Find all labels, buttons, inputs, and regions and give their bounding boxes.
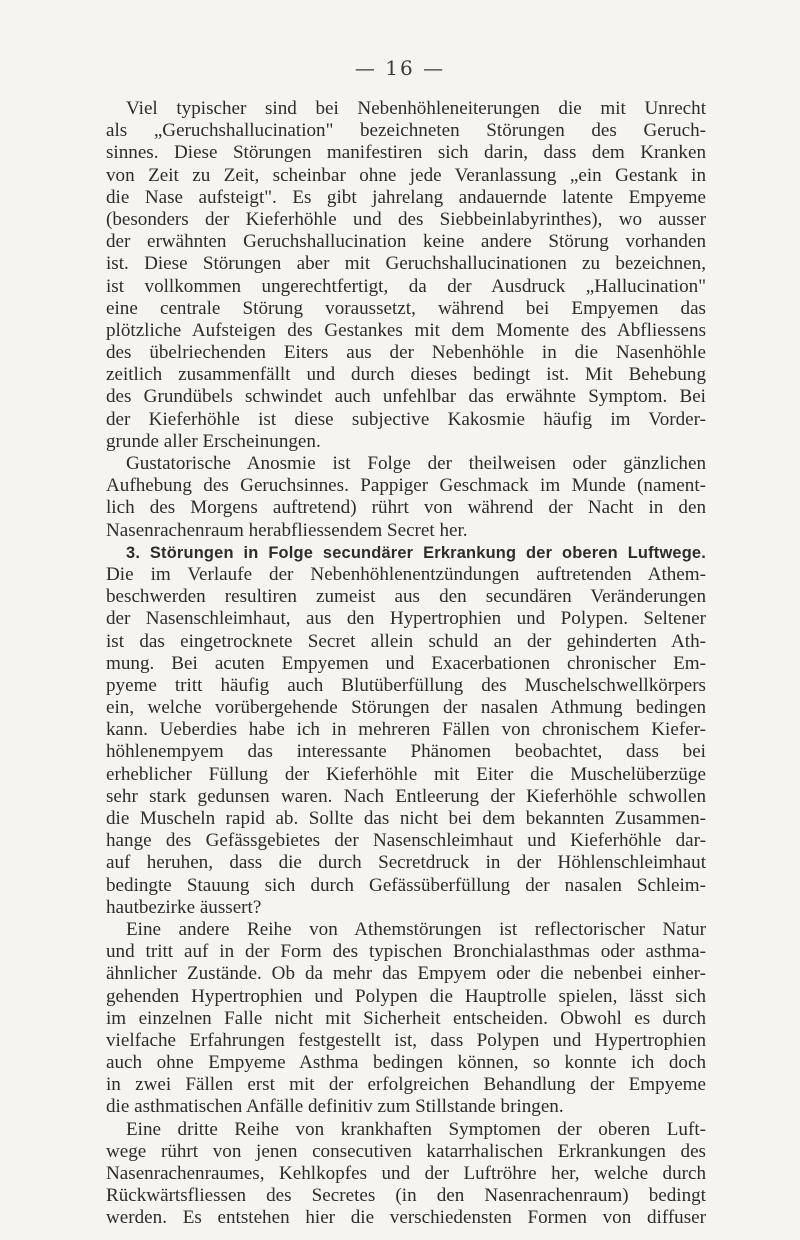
text-line: und tritt auf in der Form des typischen Bronchialasthmas oder asthma- — [106, 941, 706, 963]
text-line: Gustatorische Anosmie ist Folge der theilweisen oder gänzlichen — [126, 453, 706, 474]
text-line: Viel typischer sind bei Nebenhöhleneiterungen die mit Unrecht — [126, 98, 706, 119]
text-line: kann. Ueberdies habe ich in mehreren Fällen von chronischem Kiefer- — [106, 719, 706, 741]
body-text — [106, 98, 706, 1230]
text-line: mung. Bei acuten Empyemen und Exacerbationen chronischer Em- — [106, 652, 706, 674]
text-line: Die im Verlaufe der Nebenhöhlenentzündungen auftretenden Athem- — [106, 563, 706, 585]
text-line: grunde aller Erscheinungen. — [106, 430, 321, 452]
text-line: des Grundübels schwindet auch unfehlbar das erwähnte Symptom. Bei — [106, 386, 706, 408]
text-line: sehr stark gedunsen waren. Nach Entleerung der Kieferhöhle schwollen — [106, 785, 706, 807]
text-line: ist das eingetrocknete Secret allein schuld an der gehinderten Ath- — [106, 630, 706, 652]
section-heading-line: 3. Störungen in Folge secundärer Erkrankung der oberen Luftwege. — [126, 543, 706, 562]
text-line: vielfache Erfahrungen festgestellt ist, dass Polypen und Hypertrophien — [106, 1029, 706, 1051]
text-line: wege rührt von jenen consecutiven katarrhalischen Erkrankungen des — [106, 1140, 706, 1162]
text-line: die asthmatischen Anfälle definitiv zum Stillstande bringen. — [106, 1096, 564, 1118]
text-line: ein, welche vorübergehende Störungen der nasalen Athmung bedingen — [106, 697, 706, 719]
text-line: von Zeit zu Zeit, scheinbar ohne jede Veranlassung „ein Gestank in — [106, 164, 706, 186]
text-line: Aufhebung des Geruchsinnes. Pappiger Geschmack im Munde (nament- — [106, 475, 706, 497]
text-line: höhlenempyem das interessante Phänomen beobachtet, dass bei — [106, 741, 706, 763]
text-line: erheblicher Füllung der Kieferhöhle mit Eiter die Muschelüberzüge — [106, 763, 706, 785]
text-line: bedingte Stauung sich durch Gefässüberfüllung der nasalen Schleim- — [106, 874, 706, 896]
text-line: Eine dritte Reihe von krankhaften Symptomen der oberen Luft- — [126, 1118, 706, 1140]
text-line: zeitlich zusammenfällt und durch dieses bedingt ist. Mit Behebung — [106, 364, 706, 386]
text-line: in zwei Fällen erst mit der erfolgreichen Behandlung der Empyeme — [106, 1074, 706, 1096]
text-line: eine centrale Störung voraussetzt, während bei Empyemen das — [106, 297, 706, 319]
text-line: gehenden Hypertrophien und Polypen die Hauptrolle spielen, lässt sich — [106, 985, 706, 1007]
page-number: — 16 — — [354, 56, 446, 80]
text-line: der Nasenschleimhaut, aus den Hypertrophien und Polypen. Seltener — [106, 608, 706, 630]
text-line: ähnlicher Zustände. Ob da mehr das Empyem oder die nebenbei einher- — [106, 963, 706, 985]
text-line: beschwerden resultiren zumeist aus den secundären Veränderungen — [106, 586, 706, 608]
text-line: Eine andere Reihe von Athemstörungen ist reflectorischer Natur — [126, 918, 706, 940]
text-line: die Muscheln rapid ab. Sollte das nicht bei dem bekannten Zusammen- — [106, 808, 706, 829]
text-line: des übelriechenden Eiters aus der Nebenhöhle in die Nasenhöhle — [106, 342, 706, 364]
text-line: die Nase aufsteigt". Es gibt jahrelang andauernde latente Empyeme — [106, 186, 706, 208]
text-line: hange des Gefässgebietes der Nasenschleimhaut und Kieferhöhle dar- — [106, 830, 706, 852]
text-line: plötzliche Aufsteigen des Gestankes mit dem Momente des Abfliessens — [106, 319, 706, 341]
text-line: der erwähnten Geruchshallucination keine andere Störung vorhanden — [106, 231, 706, 253]
text-line: auch ohne Empyeme Asthma bedingen können, so konnte ich doch — [106, 1052, 706, 1074]
text-line: lich des Morgens auftretend) rührt von während der Nacht in den — [106, 497, 706, 519]
text-line: als „Geruchshallucination" bezeichneten Störungen des Geruch- — [106, 120, 706, 142]
text-line: sinnes. Diese Störungen manifestiren sich darin, dass dem Kranken — [106, 142, 706, 164]
text-line: Rückwärtsfliessen des Secretes (in den Nasenrachenraum) bedingt — [106, 1185, 706, 1207]
text-line: Nasenrachenraumes, Kehlkopfes und der Luftröhre her, welche durch — [106, 1163, 706, 1184]
text-line: (besonders der Kieferhöhle und des Siebbeinlabyrinthes), wo ausser — [106, 208, 706, 230]
text-line: der Kieferhöhle ist diese subjective Kakosmie häufig im Vorder- — [106, 408, 706, 430]
text-line: werden. Es entstehen hier die verschiedensten Formen von diffuser — [106, 1207, 706, 1229]
text-line: pyeme tritt häufig auch Blutüberfüllung des Muschelschwellkörpers — [106, 674, 706, 696]
text-line: im einzelnen Falle nicht mit Sicherheit entscheiden. Obwohl es durch — [106, 1007, 706, 1029]
text-line: ist. Diese Störungen aber mit Geruchshallucinationen zu bezeichnen, — [106, 253, 706, 275]
text-line: ist vollkommen ungerechtfertigt, da der Ausdruck „Hallucination" — [106, 275, 706, 297]
text-line: Nasenrachenraum herabfliessendem Secret her. — [106, 519, 468, 541]
text-line: auf heruhen, dass die durch Secretdruck in der Höhlenschleimhaut — [106, 852, 706, 874]
text-line: hautbezirke äussert? — [106, 896, 262, 918]
